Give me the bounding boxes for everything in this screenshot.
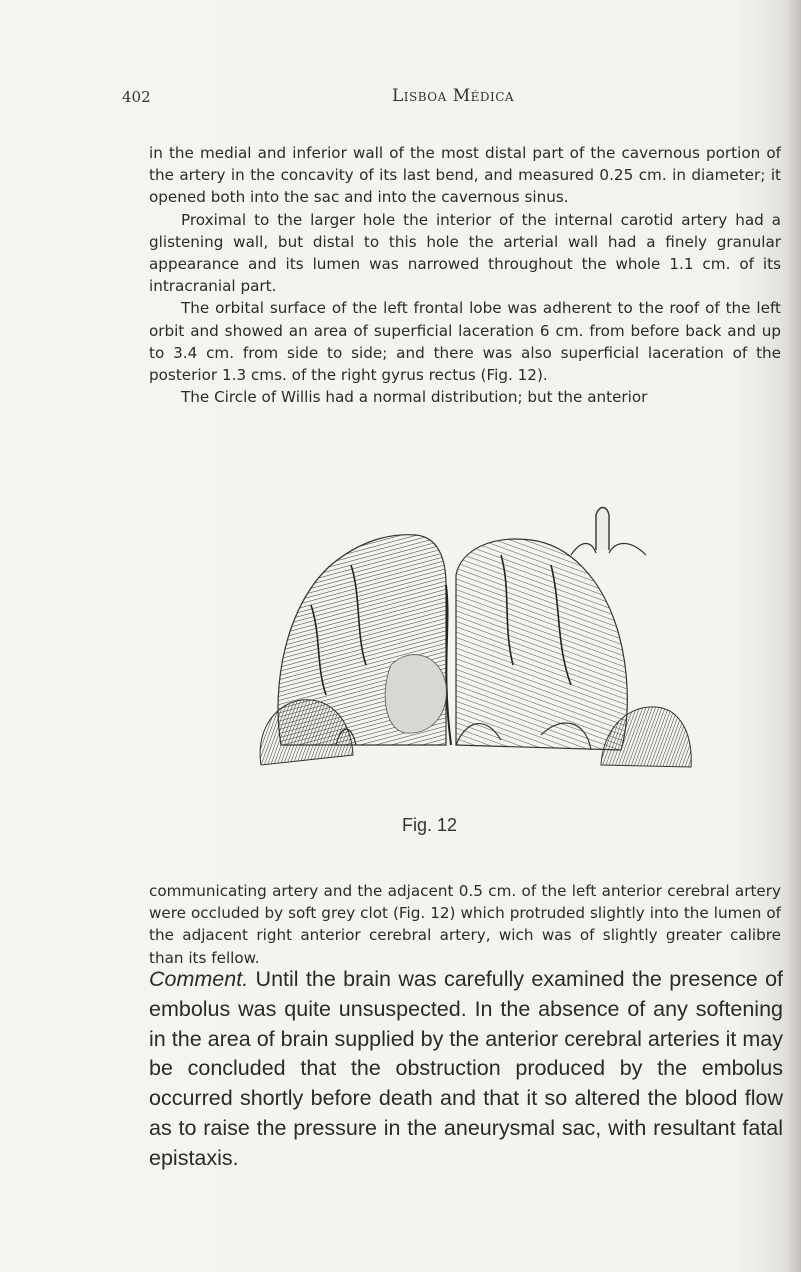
brain-illustration bbox=[241, 495, 709, 775]
paragraph: The orbital surface of the left frontal lobe was adherent to the roof of the left orbit and showed an area of superficial laceration 6 cm. from before back and up to 3.4 cm. from side to side; and there was also superficial laceration of the posterior 1.3 cms. of the right gyrus rectus (Fig. 12). bbox=[149, 299, 781, 385]
paragraph: in the medial and inferior wall of the most distal part of the cavernous portion of the artery in the concavity of its last bend, and measured 0.25 cm. in diameter; it opened both into the sac and into the cavernous sinus. bbox=[149, 144, 781, 207]
paragraph: The Circle of Willis had a normal distribution; but the anterior bbox=[181, 388, 648, 407]
running-head: Lisboa Médica bbox=[392, 86, 515, 106]
paragraph: Proximal to the larger hole the interior of the internal carotid artery had a glistening wall, but distal to this hole the arterial wall had a finely granular appearance and its lumen was narrowed throughout the whole 1.1 cm. of its intracranial part. bbox=[149, 210, 781, 296]
paragraph: communicating artery and the adjacent 0.5 cm. of the left anterior cerebral artery were occluded by soft grey clot (Fig. 12) which protruded slightly into the lumen of the adjacent right anterior cerebral artery, wich was of slightly greater calibre than its fellow. bbox=[149, 882, 781, 967]
page-header bbox=[122, 88, 782, 112]
figure-caption: Fig. 12 bbox=[402, 815, 458, 835]
comment-lead: Comment. bbox=[149, 967, 249, 991]
page-edge-shadow bbox=[787, 0, 801, 1272]
text-before-figure bbox=[149, 142, 781, 408]
comment-section bbox=[149, 965, 783, 1174]
text-after-figure bbox=[149, 880, 781, 969]
comment-paragraph bbox=[149, 965, 783, 1174]
comment-text: Until the brain was carefully examined the presence of embolus was quite unsuspected. In the absence of any softening in the area of brain supplied by the anterior cerebral arteries it may be concluded that the obstruction produced by the embolus occurred shortly before death and that it so altered the blood flow as to raise the pressure in the aneurysmal sac, with resultant fatal epistaxis. bbox=[149, 967, 783, 1170]
page-number: 402 bbox=[122, 88, 151, 106]
